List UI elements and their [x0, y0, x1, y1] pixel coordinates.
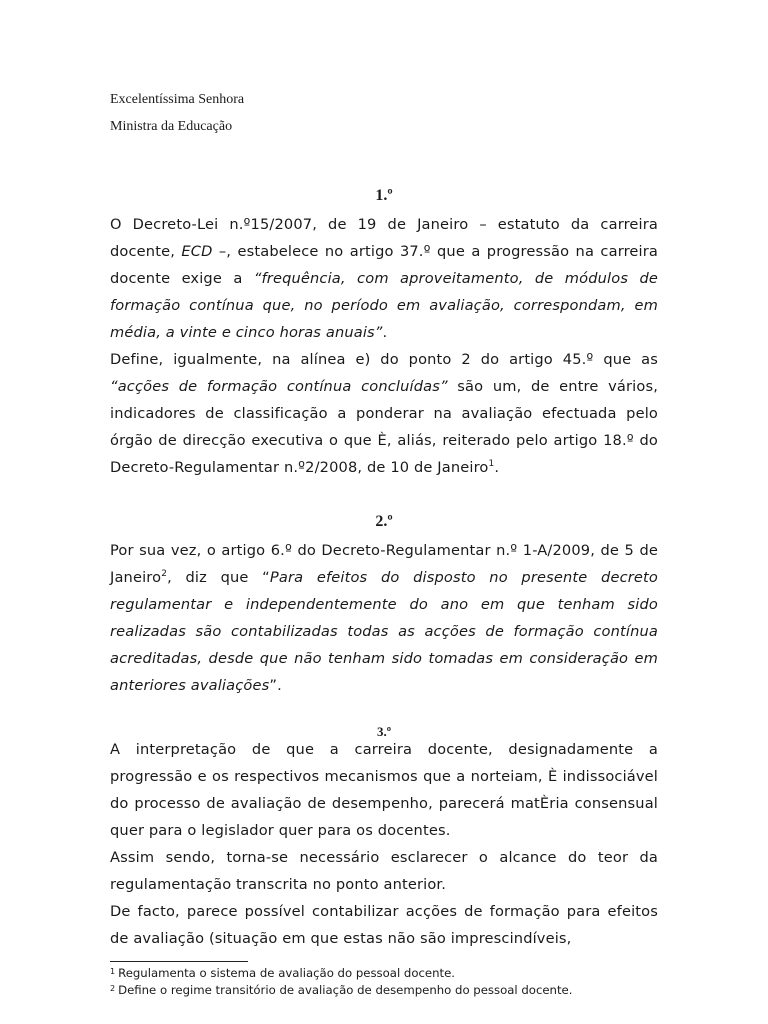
section-1-body [110, 211, 658, 481]
quote-italic: “frequência, com aproveitamento, de módulos de formação contínua que, no período em avaliação, correspondam, em média, a vinte e cinco horas anuais” [110, 270, 658, 341]
text-run-italic: ECD [181, 243, 213, 260]
footnote-text: Regulamenta o sistema de avaliação do pessoal docente. [118, 966, 455, 980]
text-run: . [382, 324, 388, 341]
footnotes [110, 964, 710, 998]
footnote-separator [110, 961, 248, 962]
text-run: O Decreto-Lei n.º15/2007, de 19 de Janeiro – estatuto da carreira docente, [110, 216, 658, 260]
section-3-body [110, 736, 658, 952]
footnote-ref-1[interactable]: 1 [488, 459, 495, 469]
text-run: , diz que “ [167, 569, 270, 586]
section-1-heading: 1.º [375, 187, 393, 204]
text-run: –, estabelece no artigo 37.º que a progressão na carreira docente exige a [110, 243, 658, 287]
section-2-paragraph-1 [110, 537, 658, 699]
text-run: . [494, 459, 500, 476]
section-3-paragraph-2: Assim sendo, torna-se necessário esclarecer o alcance do teor da regulamentação transcrita no ponto anterior. [110, 849, 658, 893]
section-3-paragraph-3: De facto, parece possível contabilizar acções de formação para efeitos de avaliação (situação em que estas não são imprescindíveis, [110, 903, 658, 947]
footnote-1 [110, 964, 710, 981]
footnote-text: Define o regime transitório de avaliação de desempenho do pessoal docente. [118, 983, 573, 997]
section-1-paragraph-1 [110, 211, 658, 346]
text-run: Por sua vez, o artigo 6.º do Decreto-Regulamentar n.º 1-A/2009, de 5 de Janeiro [110, 542, 658, 586]
section-2-heading: 2.º [375, 513, 393, 530]
text-run: Define, igualmente, na alínea e) do ponto 2 do artigo 45.º que as [110, 351, 658, 368]
footnote-number: 2 [110, 984, 116, 993]
section-3-heading: 3.º [376, 724, 392, 739]
section-1-paragraph-2 [110, 346, 658, 481]
footnote-ref-2[interactable]: 2 [161, 569, 168, 579]
quote-italic: “acções de formação contínua concluídas” [110, 378, 448, 395]
section-3-paragraph-1: A interpretação de que a carreira docente, designadamente a progressão e os respectivos mecanismos que a norteiam, È indissociável do processo de avaliação de desempenho, parecerá matÈria consensual quer para o legislador quer para os docentes. [110, 741, 658, 839]
section-2-body [110, 537, 658, 699]
footnote-2 [110, 981, 710, 998]
text-run: ”. [269, 677, 282, 694]
quote-italic: Para efeitos do disposto no presente decreto regulamentar e independentemente do ano em que tenham sido realizadas são contabilizadas todas as acções de formação contínua acreditadas, desde que não tenham sido tomadas em consideração em anteriores avaliações [110, 569, 658, 694]
text-run: são um, de entre vários, indicadores de classificação a ponderar na avaliação efectuada pelo órgão de direcção executiva o que È, aliás, reiterado pelo artigo 18.º do Decreto-Regulamentar n.º2/2008, de 10 de Janeiro [110, 378, 658, 476]
salutation-line-1: Excelentíssima Senhora [110, 92, 245, 107]
salutation-line-2: Ministra da Educação [110, 119, 233, 134]
footnote-number: 1 [110, 967, 116, 976]
